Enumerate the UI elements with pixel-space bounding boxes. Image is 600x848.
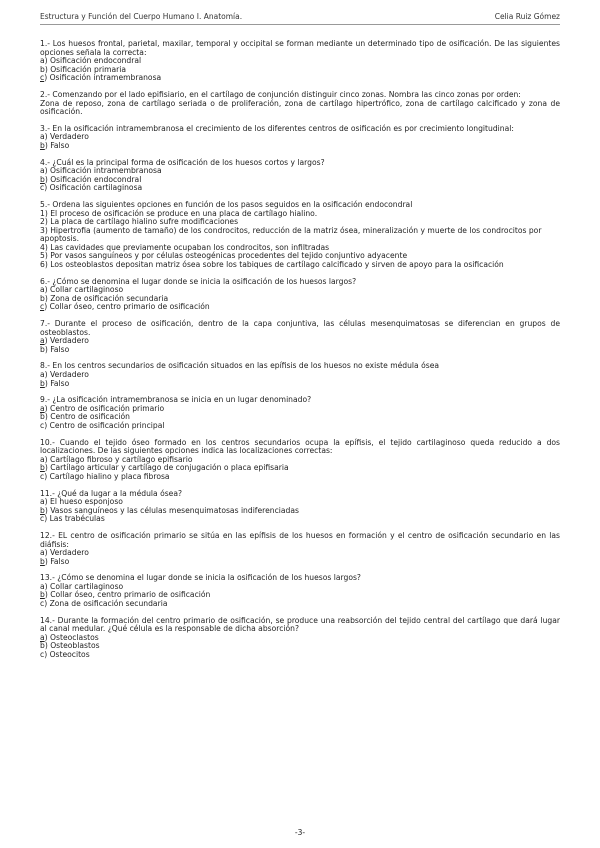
option-letter: a	[40, 132, 45, 142]
option-text: ) Por vasos sanguíneos y por células osteogénicas procedentes del tejido conjuntivo adyacente	[44, 251, 408, 261]
option-text: ) Las trabéculas	[44, 514, 105, 524]
option-letter: a	[40, 548, 45, 558]
option-letter: a	[40, 403, 45, 413]
question-11	[40, 490, 560, 524]
answer-option	[40, 515, 560, 524]
question-text: 12.- EL centro de osificación primario se sitúa en las epífisis de los huesos en formación y el centro de osificación secundario en las diáfisis:	[40, 530, 560, 549]
answer-option	[40, 651, 560, 660]
answer-option	[40, 371, 560, 380]
answer-option	[40, 74, 560, 83]
question-answer-text: Zona de reposo, zona de cartílago seriada o de proliferación, zona de cartílago hipertrófico, zona de cartílago calcificado y zona de osificación.	[40, 98, 560, 117]
option-text: ) Collar óseo, centro primario de osificación	[44, 302, 210, 312]
question-text: 8.- En los centros secundarios de osificación situados en las epífisis de los huesos no existe médula ósea	[40, 361, 440, 371]
answer-option	[40, 422, 560, 431]
option-text: ) Centro de osificación primario	[44, 403, 165, 413]
option-text: ) Centro de osificación principal	[44, 420, 165, 430]
option-letter: b	[40, 463, 45, 473]
option-text: ) El proceso de osificación se produce en una placa de cartílago hialino.	[44, 208, 318, 218]
option-text: ) El hueso esponjoso	[44, 497, 123, 507]
option-letter: b	[40, 641, 45, 651]
option-letter: b	[40, 378, 45, 388]
option-letter: a	[40, 454, 45, 464]
question-14	[40, 617, 560, 660]
option-text: ) Falso	[44, 344, 70, 354]
option-letter: b	[40, 140, 45, 150]
option-letter: c	[40, 302, 45, 312]
option-letter: a	[40, 497, 45, 507]
question-5	[40, 201, 560, 270]
answer-option	[40, 337, 560, 346]
question-text: 9.- ¿La osificación intramembranosa se inicia en un lugar denominado?	[40, 395, 312, 405]
header-course-title: Estructura y Función del Cuerpo Humano I. Anatomía.	[40, 12, 243, 21]
question-12	[40, 532, 560, 566]
option-letter: 2	[40, 217, 45, 227]
option-text: ) Osificación cartilaginosa	[44, 183, 143, 193]
option-text: ) Osteoclastos	[44, 632, 99, 642]
option-text: ) Verdadero	[44, 370, 89, 379]
option-letter: a	[40, 370, 45, 379]
question-text: 14.- Durante la formación del centro primario de osificación, se produce una reabsorción del tejido central del cartílago que dará lugar al canal medular. ¿Qué célula es la responsable de dicha absorción?	[40, 615, 560, 634]
answer-option	[40, 380, 560, 389]
option-letter: 1	[40, 208, 45, 218]
question-text: 10.- Cuando el tejido óseo formado en los centros secundarios ocupa la epífisis, el tejido cartilaginoso queda reducido a dos localizaciones. De las siguientes opciones indica las localizaciones correctas:	[40, 437, 560, 456]
question-text: 3.- En la osificación intramembranosa el crecimiento de los diferentes centros de osificación es por crecimiento longitudinal:	[40, 123, 514, 133]
page-header	[40, 12, 560, 25]
option-text: ) Falso	[44, 556, 70, 566]
option-text: ) Cartílago fibroso y cartílago epifisario	[44, 454, 193, 464]
option-text: ) Cartílago hialino y placa fibrosa	[44, 471, 170, 481]
option-text: ) Zona de osificación secundaria	[44, 293, 169, 303]
option-letter: b	[40, 64, 45, 74]
option-letter: a	[40, 581, 45, 591]
question-text: 7.- Durante el proceso de osificación, dentro de la capa conjuntiva, las células mesenquimatosas se diferencian en grupos de osteoblastos.	[40, 319, 560, 337]
option-text: ) Falso	[44, 140, 70, 150]
option-letter: a	[40, 56, 45, 66]
option-letter: 6	[40, 260, 45, 270]
option-letter: 5	[40, 251, 45, 261]
answer-option	[40, 261, 560, 270]
question-4	[40, 159, 560, 193]
option-letter: c	[40, 599, 45, 609]
question-text: 5.- Ordena las siguientes opciones en función de los pasos seguidos en la osificación endocondral	[40, 199, 413, 209]
question-text: 2.- Comenzando por el lado epifisiario, en el cartílago de conjunción distinguir cinco zonas. Nombra las cinco zonas por orden:	[40, 89, 521, 99]
answer-option	[40, 473, 560, 482]
option-letter: b	[40, 412, 45, 422]
option-text: ) Osificación intramembranosa	[44, 73, 162, 83]
option-letter: b	[40, 556, 45, 566]
option-text: ) Los osteoblastos depositan matriz ósea sobre los tabiques de cartílago calcificado y sirven de apoyo para la osificación	[44, 260, 504, 270]
answer-option	[40, 142, 560, 151]
option-text: ) Osteocitos	[44, 650, 90, 660]
question-text: 6.- ¿Cómo se denomina el lugar donde se inicia la osificación de los huesos largos?	[40, 276, 357, 286]
answer-option	[40, 600, 560, 609]
answer-option	[40, 634, 560, 643]
question-3	[40, 125, 560, 151]
answer-option	[40, 184, 560, 193]
option-text: ) Osificación endocondral	[44, 56, 142, 66]
answer-option	[40, 507, 560, 516]
option-letter: c	[40, 514, 45, 524]
option-text: ) Las cavidades que previamente ocupaban los condrocitos, son infiltradas	[44, 242, 330, 252]
question-10	[40, 439, 560, 482]
option-text: ) Verdadero	[44, 132, 89, 142]
option-letter: a	[40, 336, 45, 346]
option-letter: b	[40, 174, 45, 184]
answer-option	[40, 642, 560, 651]
option-letter: a	[40, 285, 45, 295]
option-letter: b	[40, 344, 45, 354]
header-author: Celia Ruiz Gómez	[494, 12, 560, 21]
answer-option	[40, 227, 560, 244]
answer-option	[40, 346, 560, 355]
option-text: ) Collar óseo, centro primario de osificación	[44, 590, 211, 600]
question-text: 11.- ¿Qué da lugar a la médula ósea?	[40, 488, 183, 498]
question-9	[40, 396, 560, 430]
option-letter: a	[40, 632, 45, 642]
option-letter: b	[40, 590, 45, 600]
option-letter: c	[40, 73, 45, 83]
questions-list	[40, 40, 560, 668]
question-text: 13.- ¿Cómo se denomina el lugar donde se inicia la osificación de los huesos largos?	[40, 573, 361, 583]
option-letter: c	[40, 183, 45, 193]
question-7	[40, 320, 560, 354]
option-text: ) Verdadero	[44, 336, 89, 346]
option-letter: c	[40, 650, 45, 660]
option-letter: 3	[40, 225, 45, 235]
option-text: ) Cartílago articular y cartílago de conjugación o placa epifisaria	[44, 463, 289, 473]
option-letter: b	[40, 505, 45, 515]
option-letter: b	[40, 293, 45, 303]
answer-option	[40, 558, 560, 567]
page-number: -3-	[294, 828, 306, 837]
option-text: ) Osificación intramembranosa	[44, 166, 162, 176]
question-text: 1.- Los huesos frontal, parietal, maxilar, temporal y occipital se forman mediante un determinado tipo de osificación. De las siguientes opciones señala la correcta:	[40, 39, 560, 57]
option-letter: a	[40, 166, 45, 176]
option-text: ) Falso	[44, 378, 70, 388]
question-text: 4.- ¿Cuál es la principal forma de osificación de los huesos cortos y largos?	[40, 157, 325, 167]
question-1	[40, 40, 560, 83]
option-text: ) Hipertrofia (aumento de tamaño) de los condrocitos, reducción de la matriz ósea, mineralización y muerte de los condrocitos por apoptosis.	[40, 225, 542, 244]
option-text: ) Osificación primaria	[44, 64, 127, 74]
option-text: ) La placa de cartílago hialino sufre modificaciones	[44, 217, 239, 227]
option-text: ) Osificación endocondral	[44, 174, 142, 184]
option-text: ) Zona de osificación secundaria	[44, 599, 168, 609]
option-text: ) Collar cartilaginoso	[44, 285, 124, 295]
answer-option	[40, 303, 560, 312]
question-6	[40, 278, 560, 312]
answer-option	[40, 133, 560, 142]
option-letter: c	[40, 471, 45, 481]
answer-option	[40, 549, 560, 558]
question-2	[40, 91, 560, 117]
option-text: ) Verdadero	[44, 548, 89, 558]
option-text: ) Collar cartilaginoso	[44, 581, 124, 591]
option-letter: c	[40, 420, 45, 430]
option-letter: 4	[40, 242, 45, 252]
option-text: ) Vasos sanguíneos y las células mesenquimatosas indiferenciadas	[44, 505, 299, 515]
question-8	[40, 362, 560, 388]
option-text: ) Osteoblastos	[44, 641, 100, 651]
question-13	[40, 574, 560, 608]
option-text: ) Centro de osificación	[44, 412, 130, 422]
